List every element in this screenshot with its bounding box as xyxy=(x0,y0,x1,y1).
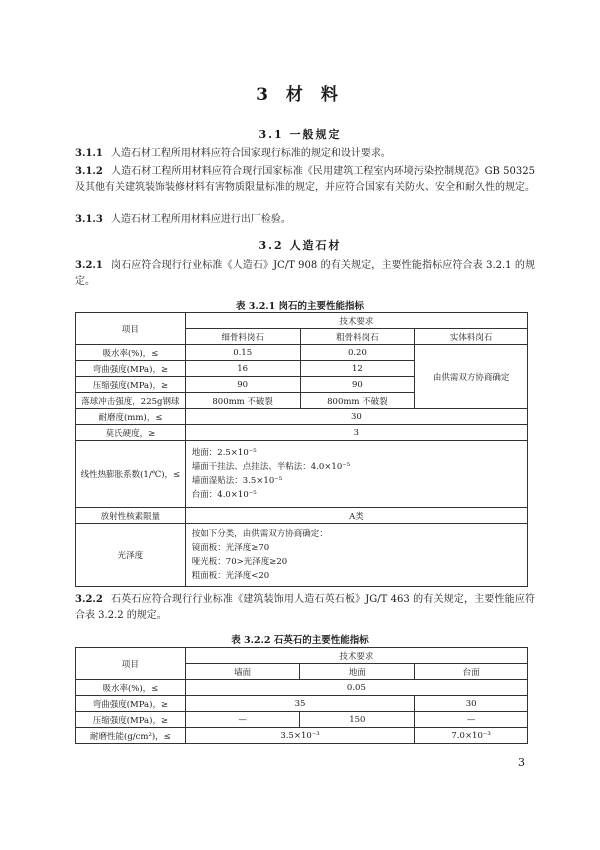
line: 按如下分类，由供需双方协商确定： xyxy=(191,529,328,539)
cell: 3 xyxy=(185,425,527,441)
table-caption-3-2-2: 表 3.2.2 石英石的主要性能指标 xyxy=(231,635,369,646)
cell: 0.20 xyxy=(300,345,415,361)
clause-text: 人造石材工程所用材料应符合国家现行标准的规定和设计要求。 xyxy=(110,148,391,159)
section-title-3-2: 3.2 人造石材 xyxy=(258,239,342,252)
table-3-2-1 xyxy=(75,312,528,587)
line: 哑光板：70>光泽度≥20 xyxy=(191,557,288,567)
row-label: 弯曲强度(MPa)，≥ xyxy=(76,696,186,712)
table-row xyxy=(76,409,528,425)
cell: 30 xyxy=(415,696,528,712)
cell: — xyxy=(185,712,300,728)
chapter-title: 3 材 料 xyxy=(256,85,344,105)
cell: 150 xyxy=(300,712,415,728)
cell: 30 xyxy=(185,409,527,425)
column-header: 粗骨料岗石 xyxy=(300,329,415,345)
line: 台面：4.0×10⁻⁵ xyxy=(191,490,257,500)
cell: 3.5×10⁻³ xyxy=(185,728,414,744)
cell: 12 xyxy=(300,361,415,377)
table-row xyxy=(76,508,528,524)
cell: 16 xyxy=(185,361,300,377)
row-label: 莫氏硬度，≥ xyxy=(76,425,186,441)
cell: 90 xyxy=(185,377,300,393)
row-label: 吸水率(%)，≤ xyxy=(76,345,186,361)
table-caption-3-2-1: 表 3.2.1 岗石的主要性能指标 xyxy=(235,301,365,312)
clause-text: 人造石材工程所用材料应符合现行国家标准《民用建筑工程室内环境污染控制规范》GB 50325 及其他有关建筑装饰装修材料有害物质限量标准的规定，并应符合国家有关防火、安全和耐久性的规定。 xyxy=(75,166,535,193)
column-header: 墙面 xyxy=(185,664,300,680)
row-label: 弯曲强度(MPa)，≥ xyxy=(76,361,186,377)
clause-number: 3.1.3 xyxy=(75,214,103,225)
clause-text: 石英石应符合现行行业标准《建筑装饰用人造石英石板》JG/T 463 的有关规定，主要性能应符合表 3.2.2 的规定。 xyxy=(75,594,535,621)
clause-3-1-3 xyxy=(75,212,535,228)
clause-3-1-1 xyxy=(75,146,535,162)
clause-3-2-2 xyxy=(75,592,535,624)
table-row xyxy=(76,680,528,696)
table-row xyxy=(76,696,528,712)
clause-text: 人造石材工程所用材料应进行出厂检验。 xyxy=(110,214,291,225)
line: 地面：2.5×10⁻⁵ xyxy=(191,448,257,458)
table-3-2-2 xyxy=(75,647,528,744)
line: 墙面干挂法、点挂法、半粘法：4.0×10⁻⁵ xyxy=(191,462,351,472)
clause-3-1-2 xyxy=(75,164,535,196)
header-group: 技术要求 xyxy=(185,648,527,664)
table-row xyxy=(76,728,528,744)
column-header: 细骨料岗石 xyxy=(185,329,300,345)
clause-number: 3.2.1 xyxy=(75,260,103,271)
cell-multiline xyxy=(185,441,527,508)
section-title-3-1: 3.1 一般规定 xyxy=(258,128,342,141)
cell-merged-note: 由供需双方协商确定 xyxy=(415,345,528,409)
row-label: 压缩强度(MPa)，≥ xyxy=(76,712,186,728)
cell: 35 xyxy=(185,696,414,712)
line: 镜面板：光泽度≥70 xyxy=(191,543,270,553)
row-label: 放射性核素限量 xyxy=(76,508,186,524)
table-row xyxy=(76,441,528,508)
row-label: 耐磨度(mm)，≤ xyxy=(76,409,186,425)
column-header: 台面 xyxy=(415,664,528,680)
cell: 800mm 不破裂 xyxy=(185,393,300,409)
header-item: 项目 xyxy=(76,313,186,345)
cell: 0.05 xyxy=(185,680,527,696)
cell: 800mm 不破裂 xyxy=(300,393,415,409)
cell: 7.0×10⁻³ xyxy=(415,728,528,744)
table-row xyxy=(76,712,528,728)
row-label: 线性热膨胀系数(1/℃)，≤ xyxy=(76,441,186,508)
table-row xyxy=(76,524,528,587)
line: 粗面板：光泽度<20 xyxy=(191,571,270,581)
cell: 90 xyxy=(300,377,415,393)
row-label: 压缩强度(MPa)，≥ xyxy=(76,377,186,393)
clause-number: 3.2.2 xyxy=(75,594,103,605)
row-label: 落球冲击强度，225g钢球 xyxy=(76,393,186,409)
cell: A类 xyxy=(185,508,527,524)
page-number: 3 xyxy=(518,756,525,769)
cell: 0.15 xyxy=(185,345,300,361)
column-header: 实体料岗石 xyxy=(415,329,528,345)
column-header: 地面 xyxy=(300,664,415,680)
table-row xyxy=(76,345,528,361)
clause-3-2-1 xyxy=(75,258,535,290)
header-group: 技术要求 xyxy=(185,313,527,329)
row-label: 光泽度 xyxy=(76,524,186,587)
cell: — xyxy=(415,712,528,728)
row-label: 耐磨性能(g/cm²)，≤ xyxy=(76,728,186,744)
table-row xyxy=(76,425,528,441)
header-item: 项目 xyxy=(76,648,186,680)
cell-multiline xyxy=(185,524,527,587)
row-label: 吸水率(%)，≤ xyxy=(76,680,186,696)
clause-number: 3.1.2 xyxy=(75,166,103,177)
line: 墙面湿贴法：3.5×10⁻⁵ xyxy=(191,476,283,486)
clause-number: 3.1.1 xyxy=(75,148,103,159)
clause-text: 岗石应符合现行行业标准《人造石》JC/T 908 的有关规定，主要性能指标应符合表 3.2.1 的规定。 xyxy=(75,260,535,287)
